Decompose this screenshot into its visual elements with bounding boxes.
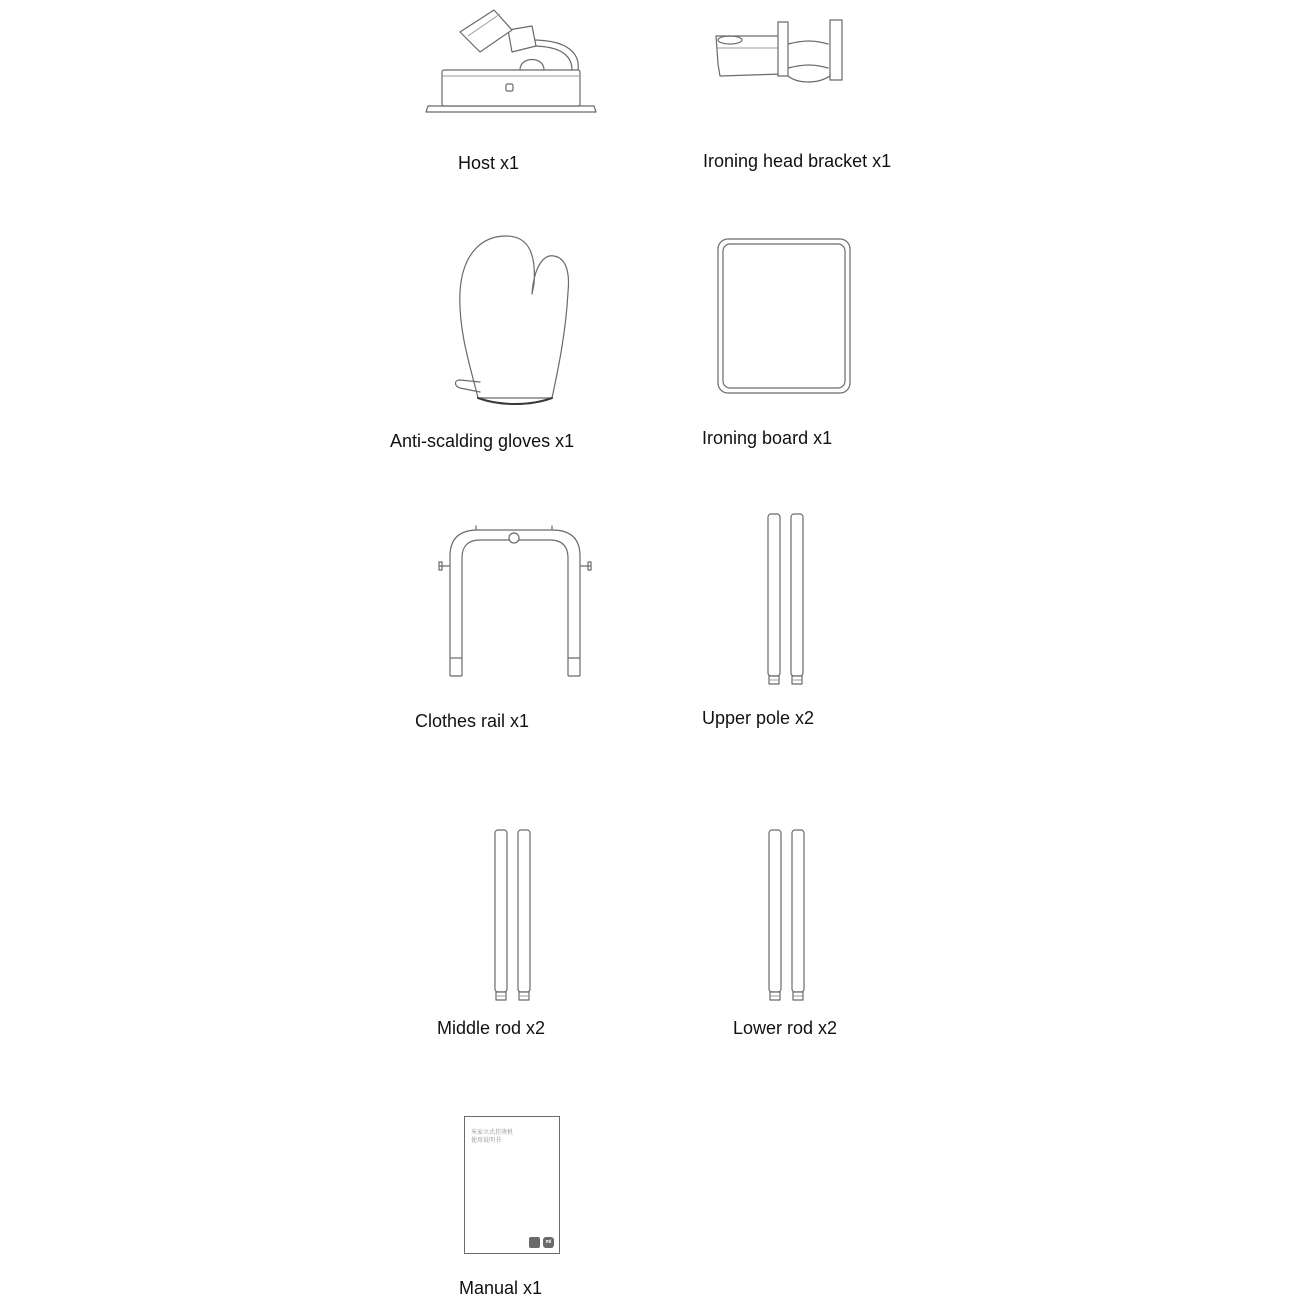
- manual-icon: [464, 1116, 560, 1254]
- rod-icon: [490, 826, 540, 1006]
- part-label: Middle rod x2: [437, 1018, 546, 1038]
- manual-cover-title: 米家立式挂烫机: [471, 1129, 514, 1136]
- glove-icon: [448, 232, 578, 412]
- part-label: Manual x1: [459, 1278, 543, 1298]
- rod-icon: [764, 826, 814, 1006]
- pole-icon: [762, 510, 812, 690]
- part-label: Ironing board x1: [702, 428, 833, 448]
- part-label: Lower rod x2: [733, 1018, 838, 1038]
- manual-cover-subtitle: 使用说明书: [471, 1137, 502, 1144]
- part-label: Host x1: [458, 153, 520, 173]
- part-label: Anti-scalding gloves x1: [390, 431, 575, 451]
- clothes-rail-icon: [436, 522, 594, 682]
- part-label: Upper pole x2: [702, 708, 815, 728]
- board-icon: [714, 236, 856, 398]
- part-label: Ironing head bracket x1: [703, 151, 892, 171]
- steamer-host-icon: [420, 0, 610, 120]
- mijia-logo-icon: mijia: [529, 1237, 540, 1248]
- part-label: Clothes rail x1: [415, 711, 530, 731]
- mi-logo-icon: mi: [543, 1237, 554, 1248]
- bracket-icon: [708, 14, 854, 86]
